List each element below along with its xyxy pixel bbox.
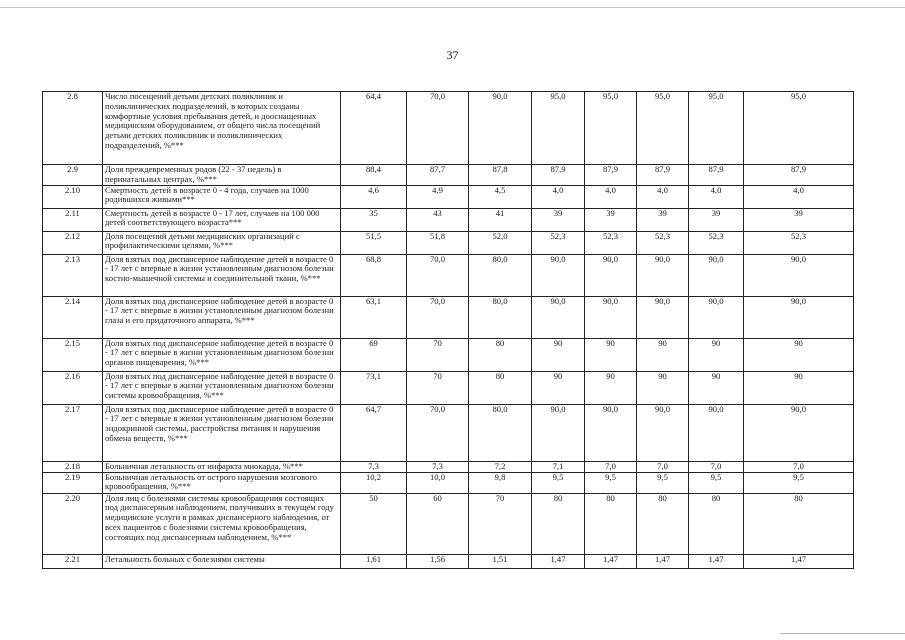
value-cell: 52,3 [585,231,637,254]
value-cell: 95,0 [532,92,585,165]
value-cell: 90,0 [744,404,854,461]
indicator-name: Летальность больных с болезнями системы [103,554,341,568]
value-cell: 95,0 [744,92,854,165]
value-cell: 80,0 [469,296,532,338]
value-cell: 52,3 [532,231,585,254]
value-cell: 64,4 [341,92,407,165]
value-cell: 9,5 [637,472,689,493]
value-cell: 87,9 [744,165,854,186]
value-cell: 90 [532,371,585,404]
value-cell: 70,0 [407,92,469,165]
table-row [43,472,854,493]
value-cell: 90,0 [585,254,637,296]
value-cell: 90,0 [585,296,637,338]
value-cell: 1,47 [744,554,854,568]
value-cell: 39 [637,208,689,231]
value-cell: 90 [585,338,637,371]
row-number: 2.11 [43,208,103,231]
row-number: 2.19 [43,472,103,493]
value-cell: 51,8 [407,231,469,254]
value-cell: 95,0 [637,92,689,165]
value-cell: 39 [689,208,744,231]
scan-edge-top [0,7,905,8]
value-cell: 95,0 [689,92,744,165]
value-cell: 90 [744,371,854,404]
value-cell: 7,1 [532,461,585,472]
value-cell: 90,0 [532,404,585,461]
table-row [43,92,854,165]
row-number: 2.9 [43,165,103,186]
value-cell: 4,0 [532,185,585,208]
value-cell: 52,0 [469,231,532,254]
value-cell: 90 [744,338,854,371]
row-number: 2.18 [43,461,103,472]
indicator-name: Доля взятых под диспансерное наблюдение детей в возрасте 0 - 17 лет с впервые в жизни установленным диагнозом болезни эндокринной системы, расстройства питания и нарушения обмена веществ, %*** [103,404,341,461]
value-cell: 52,3 [744,231,854,254]
value-cell: 41 [469,208,532,231]
value-cell: 39 [744,208,854,231]
table-row [43,554,854,568]
value-cell: 7,3 [341,461,407,472]
indicator-name: Доля взятых под диспансерное наблюдение детей в возрасте 0 - 17 лет с впервые в жизни установленным диагнозом болезни органов пищеварения, %*** [103,338,341,371]
value-cell: 90,0 [689,404,744,461]
value-cell: 90,0 [637,296,689,338]
value-cell: 73,1 [341,371,407,404]
value-cell: 80,0 [469,254,532,296]
indicator-name: Больничная летальность от острого нарушения мозгового кровообращения, %*** [103,472,341,493]
indicator-name: Доля взятых под диспансерное наблюдение детей в возрасте 0 - 17 лет с впервые в жизни установленным диагнозом болезни костно-мышечной системы и соединительной ткани, %*** [103,254,341,296]
value-cell: 90 [689,371,744,404]
value-cell: 39 [585,208,637,231]
value-cell: 1,51 [469,554,532,568]
value-cell: 90,0 [532,254,585,296]
value-cell: 87,9 [585,165,637,186]
value-cell: 80 [469,371,532,404]
value-cell: 87,9 [532,165,585,186]
value-cell: 80,0 [469,404,532,461]
value-cell: 90,0 [585,404,637,461]
value-cell: 10,2 [341,472,407,493]
row-number: 2.17 [43,404,103,461]
value-cell: 52,3 [689,231,744,254]
value-cell: 90 [532,338,585,371]
value-cell: 90,0 [689,254,744,296]
indicators-table [42,91,854,569]
table-row [43,231,854,254]
value-cell: 80 [744,493,854,554]
row-number: 2.12 [43,231,103,254]
indicator-name: Больничная летальность от инфаркта миокарда, %*** [103,461,341,472]
value-cell: 1,47 [585,554,637,568]
value-cell: 64,7 [341,404,407,461]
page-number: 37 [446,48,459,62]
indicator-name: Доля взятых под диспансерное наблюдение детей в возрасте 0 - 17 лет с впервые в жизни установленным диагнозом болезни системы кровообращения, %*** [103,371,341,404]
value-cell: 1,56 [407,554,469,568]
value-cell: 70,0 [407,404,469,461]
value-cell: 70 [407,371,469,404]
table-row [43,185,854,208]
value-cell: 1,47 [637,554,689,568]
table-row [43,371,854,404]
value-cell: 80 [469,338,532,371]
table-row [43,338,854,371]
value-cell: 80 [532,493,585,554]
row-number: 2.13 [43,254,103,296]
value-cell: 7,0 [585,461,637,472]
value-cell: 90,0 [689,296,744,338]
table-row [43,461,854,472]
value-cell: 7,2 [469,461,532,472]
value-cell: 50 [341,493,407,554]
value-cell: 4,0 [689,185,744,208]
value-cell: 51,5 [341,231,407,254]
value-cell: 35 [341,208,407,231]
value-cell: 4,5 [469,185,532,208]
value-cell: 90,0 [744,296,854,338]
indicator-name: Доля преждевременных родов (22 - 37 недель) в перинатальных центрах, %*** [103,165,341,186]
value-cell: 70 [407,338,469,371]
value-cell: 7,0 [637,461,689,472]
value-cell: 1,47 [689,554,744,568]
value-cell: 90 [689,338,744,371]
indicator-name: Доля посещений детьми медицинских организаций с профилактическими целями, %*** [103,231,341,254]
table-row [43,165,854,186]
row-number: 2.8 [43,92,103,165]
value-cell: 43 [407,208,469,231]
value-cell: 80 [637,493,689,554]
value-cell: 4,0 [637,185,689,208]
value-cell: 70,0 [407,254,469,296]
row-number: 2.20 [43,493,103,554]
value-cell: 10,0 [407,472,469,493]
value-cell: 95,0 [585,92,637,165]
value-cell: 90,0 [469,92,532,165]
value-cell: 90 [637,371,689,404]
value-cell: 87,9 [689,165,744,186]
row-number: 2.15 [43,338,103,371]
row-number: 2.16 [43,371,103,404]
value-cell: 52,3 [637,231,689,254]
row-number: 2.21 [43,554,103,568]
value-cell: 4,9 [407,185,469,208]
value-cell: 70,0 [407,296,469,338]
value-cell: 87,7 [407,165,469,186]
value-cell: 9,5 [689,472,744,493]
row-number: 2.14 [43,296,103,338]
table-row [43,254,854,296]
value-cell: 39 [532,208,585,231]
value-cell: 90,0 [637,404,689,461]
value-cell: 90 [585,371,637,404]
value-cell: 80 [689,493,744,554]
value-cell: 87,9 [637,165,689,186]
value-cell: 60 [407,493,469,554]
table-row [43,296,854,338]
value-cell: 88,4 [341,165,407,186]
value-cell: 7,0 [744,461,854,472]
value-cell: 90,0 [744,254,854,296]
value-cell: 4,0 [585,185,637,208]
indicator-name: Смертность детей в возрасте 0 - 4 года, случаев на 1000 родившихся живыми*** [103,185,341,208]
value-cell: 4,6 [341,185,407,208]
value-cell: 70 [469,493,532,554]
value-cell: 1,47 [532,554,585,568]
table-row [43,404,854,461]
scan-edge-bottom [780,633,905,634]
table-row [43,493,854,554]
row-number: 2.10 [43,185,103,208]
value-cell: 4,0 [744,185,854,208]
indicator-name: Число посещений детьми детских поликлиник и поликлинических подразделений, в которых созданы комфортные условия пребывания детей, и дооснащенных медицинским оборудованием, от общего числа посещений детьми детских поликлиник и поликлинических подразделений, %*** [103,92,341,165]
value-cell: 9,5 [585,472,637,493]
indicator-name: Доля взятых под диспансерное наблюдение детей в возрасте 0 - 17 лет с впервые в жизни установленным диагнозом болезни глаза и его придаточного аппарата, %*** [103,296,341,338]
indicator-name: Доля лиц с болезнями системы кровообращения состоящих под диспансерным наблюдением, получивших в текущем году медицинские услуги в рамках диспансерного наблюдения, от всех пациентов с болезнями системы кровообращения, состоящих под диспансерным наблюдением, %*** [103,493,341,554]
value-cell: 7,3 [407,461,469,472]
value-cell: 80 [585,493,637,554]
value-cell: 9,5 [744,472,854,493]
value-cell: 63,1 [341,296,407,338]
value-cell: 7,0 [689,461,744,472]
value-cell: 69 [341,338,407,371]
indicator-name: Смертность детей в возрасте 0 - 17 лет, случаев на 100 000 детей соответствующего возраста*** [103,208,341,231]
value-cell: 90,0 [532,296,585,338]
value-cell: 1,61 [341,554,407,568]
value-cell: 9,8 [469,472,532,493]
value-cell: 68,8 [341,254,407,296]
value-cell: 90,0 [637,254,689,296]
value-cell: 9,5 [532,472,585,493]
value-cell: 87,8 [469,165,532,186]
table-row [43,208,854,231]
value-cell: 90 [637,338,689,371]
